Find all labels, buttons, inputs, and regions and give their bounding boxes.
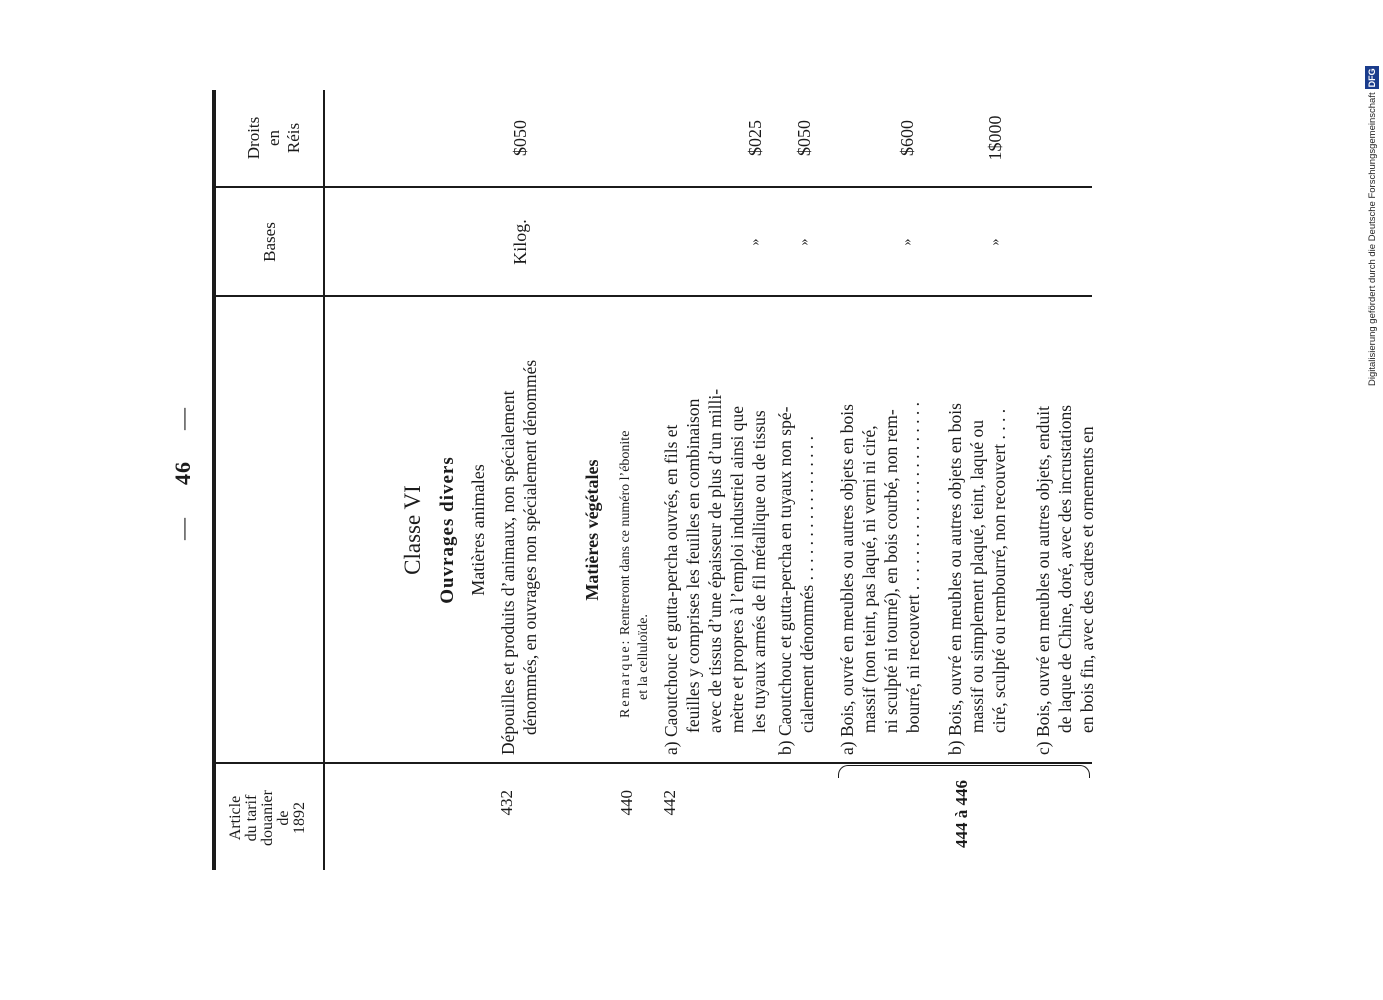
duty-442b: $050: [794, 120, 814, 156]
base-442a: »: [748, 238, 763, 246]
duty-442a: $025: [745, 120, 765, 156]
section-animal: Matières animales: [468, 464, 488, 596]
col-divider-article: [216, 762, 1092, 764]
row-444b-text: [944, 295, 1010, 755]
row-442a-line: a) Caoutchouc et gutta-percha ouvrés, en fils et: [661, 424, 681, 755]
col-divider-bases: [216, 186, 1092, 188]
row-444a-line: ni sculpté ni tourné), en bois courbé, non rem-: [881, 409, 901, 733]
row-442a-line: avec de tissus d’une épaisseur de plus d’un milli-: [705, 388, 725, 733]
row-442b-line-text: cialement dénommés: [797, 584, 817, 733]
header-article-line: du tarif: [243, 794, 260, 842]
row-432-text: [497, 300, 541, 755]
header-bottom-rule: [323, 90, 325, 870]
dfg-credit-text: Digitalisierung gefördert durch die Deutsche Forschungsgemeinschaft: [1367, 92, 1378, 386]
section-title: Ouvrages divers: [437, 456, 458, 604]
row-432-line: Dépouilles et produits d’animaux, non spécialement: [498, 390, 518, 755]
group-brace-444-446: [838, 765, 1090, 778]
row-444c-line: de laque de Chine, doré, avec des incrustations: [1055, 404, 1075, 733]
base-444b: »: [988, 238, 1003, 246]
row-444a-line-text: bourré, ni recouvert: [903, 594, 923, 733]
page-number: 46: [170, 461, 195, 485]
row-444b-line-text: ciré, sculpté ou rembourré, non recouvert: [989, 443, 1009, 733]
remark-line: et la celluloïde.: [636, 614, 651, 700]
remark-label: Remarque:: [618, 638, 633, 718]
section-vegetal: Matières végétales: [582, 459, 602, 601]
header-article-line: 1892: [291, 802, 308, 834]
row-442b-text: [774, 295, 818, 755]
duty-444a: $600: [897, 120, 917, 156]
dfg-credit-rotated: [1365, 6, 1379, 386]
dfg-logo: DFG: [1367, 68, 1377, 88]
header-article: [228, 766, 308, 870]
row-444a-line: massif (non teint, pas laqué, ni verni ni ciré,: [859, 425, 879, 733]
row-444b-line: massif ou simplement plaqué, teint, laqué ou: [967, 420, 987, 733]
article-442: 442: [660, 790, 679, 816]
row-444a-text: [836, 295, 924, 755]
row-444a-line: bourré, ni recouvert . . . . . . . . . . . . . . . . . . . . . .: [903, 402, 923, 733]
row-444c-line: en bois fin, avec des cadres et ornements en: [1077, 426, 1097, 733]
header-droits-line: en: [264, 129, 283, 147]
article-444-446: 444 à 446: [952, 780, 971, 848]
page-dash-right: —: [170, 408, 195, 430]
header-article-line: de: [275, 810, 292, 826]
header-article-line: douanier: [259, 790, 276, 846]
base-442b: »: [797, 238, 812, 246]
duty-444b: 1$000: [985, 115, 1005, 161]
section-classe: Classe VI: [400, 485, 425, 575]
row-444a-line: a) Bois, ouvré en meubles ou autres objets en bois: [837, 404, 857, 755]
header-article-line: Article: [227, 795, 244, 841]
row-440-remark: [617, 298, 653, 718]
row-444b-line: ciré, sculpté ou rembourré, non recouvert . . . .: [989, 408, 1009, 733]
row-444c-line: c) Bois, ouvré en meubles ou autres objets, enduit: [1033, 406, 1053, 755]
dfg-credit: [1365, 6, 1379, 386]
article-432: 432: [497, 790, 516, 816]
row-444b-line: b) Bois, ouvré en meubles ou autres objets en bois: [945, 403, 965, 755]
page-dash-left: —: [170, 518, 195, 540]
base-432: Kilog.: [510, 219, 530, 265]
header-droits-line: Réis: [284, 122, 303, 154]
header-bases: Bases: [260, 222, 279, 262]
row-442a-line: mètre et propres à l’emploi industriel ainsi que: [727, 405, 747, 733]
row-442a-line: les tuyaux armés de fil métallique ou de tissus: [749, 410, 769, 733]
base-444a: »: [900, 238, 915, 246]
row-442b-line: cialement dénommés . . . . . . . . . . . . . . . . .: [797, 436, 817, 733]
row-442b-line: b) Caoutchouc et gutta-percha en tuyaux non spé-: [775, 406, 795, 755]
duty-432: $050: [510, 120, 530, 156]
row-442a-line: feuilles y comprises les feuilles en combinaison: [683, 398, 703, 733]
row-444c-text: [1032, 295, 1098, 755]
row-432-line: dénommés, en ouvrages non spécialement dénommés: [520, 359, 540, 735]
header-droits: [244, 90, 304, 186]
table-top-rule: [212, 90, 216, 870]
header-droits-line: Droits: [244, 116, 263, 160]
remark-line: Rentreront dans ce numéro l’ébonite: [618, 430, 633, 636]
article-440: 440: [617, 790, 636, 816]
row-442a-text: [660, 295, 770, 755]
